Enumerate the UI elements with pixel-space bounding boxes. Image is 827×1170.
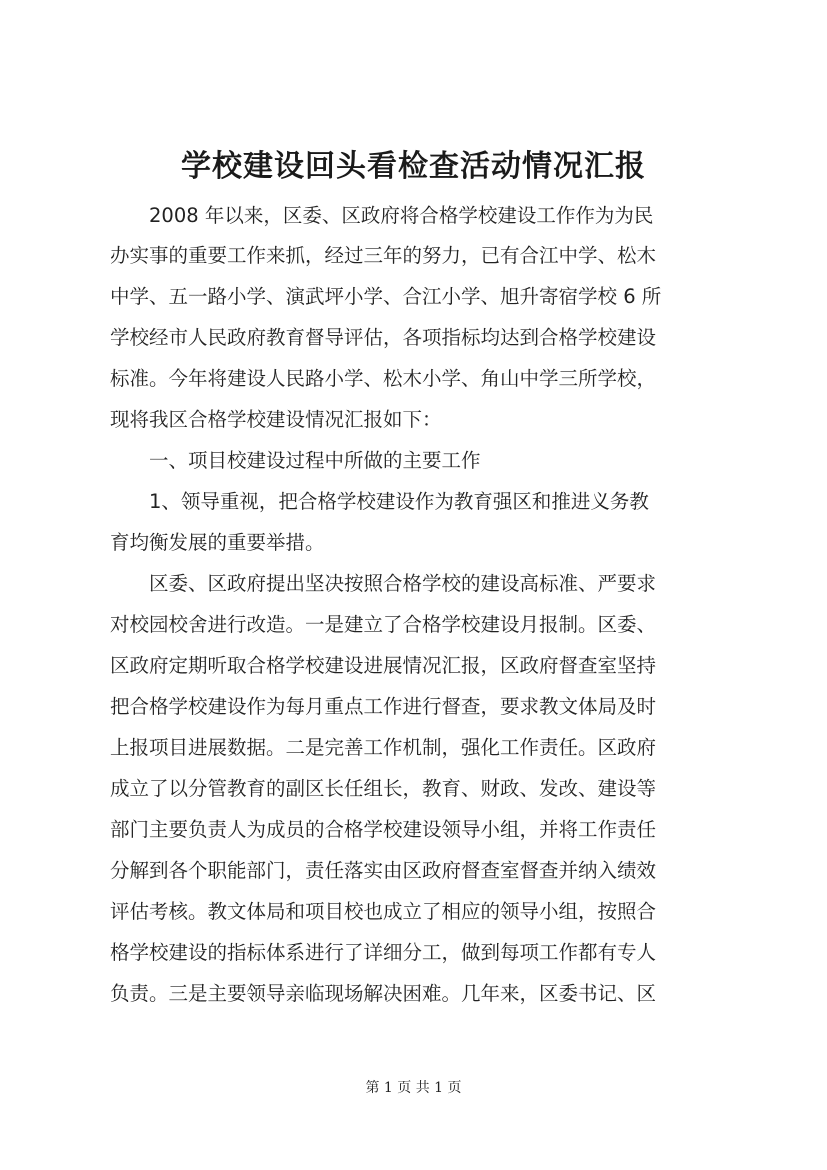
body-line: 现将我区合格学校建设情况汇报如下：: [110, 408, 442, 431]
body-line: 负责。三是主要领导亲临现场解决困难。几年来，区委书记、区: [110, 982, 657, 1005]
body-line: 办实事的重要工作来抓，经过三年的努力，已有合江中学、松木: [110, 244, 657, 267]
body-line: 部门主要负责人为成员的合格学校建设领导小组，并将工作责任: [110, 818, 657, 841]
section-heading: 一、项目校建设过程中所做的主要工作: [110, 449, 481, 472]
body-line: 标准。今年将建设人民路小学、松木小学、角山中学三所学校，: [110, 367, 657, 390]
document-title: 学校建设回头看检查活动情况汇报: [181, 149, 646, 184]
body-line: 把合格学校建设作为每月重点工作进行督查，要求教文体局及时: [110, 695, 657, 718]
body-line: 学校经市人民政府教育督导评估，各项指标均达到合格学校建设: [110, 326, 657, 349]
body-line: 1、领导重视，把合格学校建设作为教育强区和推进义务教: [110, 490, 649, 513]
page-number-label: 第 1 页 共 1 页: [365, 1080, 462, 1096]
body-line: 中学、五一路小学、演武坪小学、合江小学、旭升寄宿学校 6 所: [110, 285, 662, 308]
body-line: 对校园校舍进行改造。一是建立了合格学校建设月报制。区委、: [110, 613, 657, 636]
body-line: 成立了以分管教育的副区长任组长，教育、财政、发改、建设等: [110, 777, 657, 800]
body-line: 区委、区政府提出坚决按照合格学校的建设高标准、严要求: [110, 572, 657, 595]
body-line: 分解到各个职能部门，责任落实由区政府督查室督查并纳入绩效: [110, 859, 657, 882]
body-line: 2008 年以来，区委、区政府将合格学校建设工作作为为民: [110, 204, 654, 227]
body-line: 格学校建设的指标体系进行了详细分工，做到每项工作都有专人: [110, 941, 657, 964]
body-line: 区政府定期听取合格学校建设进展情况汇报，区政府督查室坚持: [110, 654, 657, 677]
page-footer: [0, 1077, 827, 1099]
body-line: 育均衡发展的重要举措。: [110, 531, 325, 554]
body-line: 上报项目进展数据。二是完善工作机制，强化工作责任。区政府: [110, 736, 657, 759]
body-line: 评估考核。教文体局和项目校也成立了相应的领导小组，按照合: [110, 900, 657, 923]
